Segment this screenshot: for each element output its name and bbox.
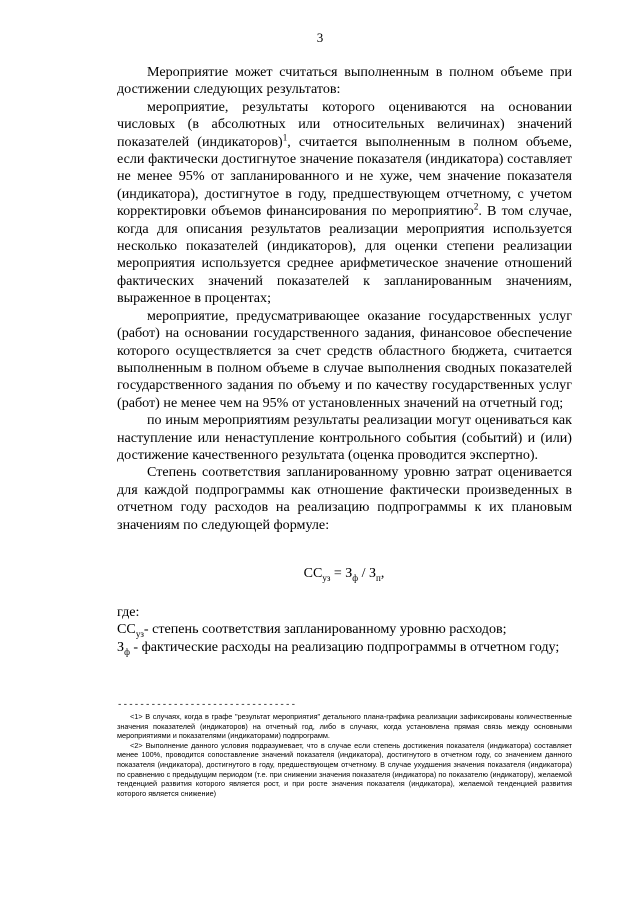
formula-cc-sub: уз xyxy=(322,572,331,583)
footnote-ref-2: 2 xyxy=(473,201,479,212)
paragraph-cost-compliance: Степень соответствия запланированному уровню затрат оценивается для каждой подпрограммы как отношение фактически произведенных в отчетном году расходов на реализацию подпрограммы к их плановым значениям по следующей формуле: xyxy=(117,464,572,533)
definition-cc xyxy=(117,621,572,638)
definition-zf-symbol: З xyxy=(117,638,125,655)
definition-cc-symbol: СС xyxy=(117,621,136,638)
formula-cc: СС xyxy=(303,566,323,581)
paragraph-numeric-indicators xyxy=(117,99,572,308)
paragraph-intro: Мероприятие может считаться выполненным в полном объеме при достижении следующих результатов: xyxy=(117,64,572,98)
paragraph-numeric-indicators-part2: , считается выполненным в полном объеме, если фактически достигнутое значение показателя (индикатора) составляет не менее 95% от запланированного и не хуже, чем значение показателя (индикатора), достигнутое в году, предшествующем отчетному, с учетом корректировки объемов финансирования по мероприятию xyxy=(117,133,572,220)
formula-f-sub: ф xyxy=(352,572,359,583)
definition-cc-sub: уз xyxy=(135,629,144,640)
definition-zf-sub: ф xyxy=(124,646,130,657)
formula-div: / З xyxy=(358,566,377,581)
footnote-2: <2> Выполнение данного условия подразумевает, что в случае если степень достижения показателя (индикатора) составляет менее 100%, проводится сопоставление значений показателя (индикатора), достигнутого в отчетном году, со значением данного показателя (индикатора), достигнутого в году, предшествующем отчетному. В случае ухудшения значения показателя (индикатора) по сравнению с предыдущим периодом (т.е. при снижении значения показателя (индикатора) по показателю (индикатору), желаемой тенденцией развития которого является рост, и при росте значения показателя (индикатора), желаемой тенденцией развития которого является снижение) xyxy=(117,740,572,798)
definitions-where: где: xyxy=(117,604,140,620)
definitions xyxy=(117,604,572,656)
formula-end: , xyxy=(380,566,385,581)
footnote-separator: -------------------------------- xyxy=(117,700,297,710)
paragraph-numeric-indicators-part3: . В том случае, когда для описания результатов реализации мероприятия используется несколько показателей (индикаторов), для оценки степени реализации мероприятия используется среднее арифметическое значение отношений фактических значений показателей к запланированным значениям, выраженное в процентах; xyxy=(117,203,572,307)
footnote-ref-1: 1 xyxy=(282,131,288,142)
paragraph-other-measures: по иным мероприятиям результаты реализации могут оцениваться как наступление или ненаступление контрольного события (событий) и (или) достижение качественного результата (оценка проводится экспертно). xyxy=(117,412,572,463)
paragraph-numeric-indicators-part1: мероприятие, результаты которого оцениваются на основании числовых (в абсолютных или относительных величинах) значений показателей (индикаторов) xyxy=(117,98,572,150)
formula-eq: = З xyxy=(330,566,353,581)
main-text xyxy=(117,64,572,534)
definition-zf-text: - фактические расходы на реализацию подпрограммы в отчетном году; xyxy=(129,638,560,655)
formula-p-sub: п xyxy=(376,572,381,583)
footnote-1: <1> В случаях, когда в графе "результат мероприятия" детального плана-графика реализации зафиксированы количественные значения показателей (индикаторов) на отчетный год, либо в случаях, когда установлена прямая связь между основными мероприятиями и показателями (индикаторами) подпрограмм. xyxy=(117,712,572,741)
page-number: 3 xyxy=(316,30,324,45)
formula xyxy=(0,566,640,582)
definition-cc-text: - степень соответствия запланированному уровню расходов; xyxy=(143,621,507,638)
definition-zf xyxy=(117,639,572,656)
footnotes xyxy=(117,712,572,798)
paragraph-state-services: мероприятие, предусматривающее оказание государственных услуг (работ) на основании государственного задания, финансовое обеспечение которого осуществляется за счет средств областного бюджета, считается выполненным в полном объеме в случае выполнения сводных показателей государственного задания по объему и по качеству государственных услуг (работ) не менее чем на 95% от установленных значений на отчетный год; xyxy=(117,307,572,411)
